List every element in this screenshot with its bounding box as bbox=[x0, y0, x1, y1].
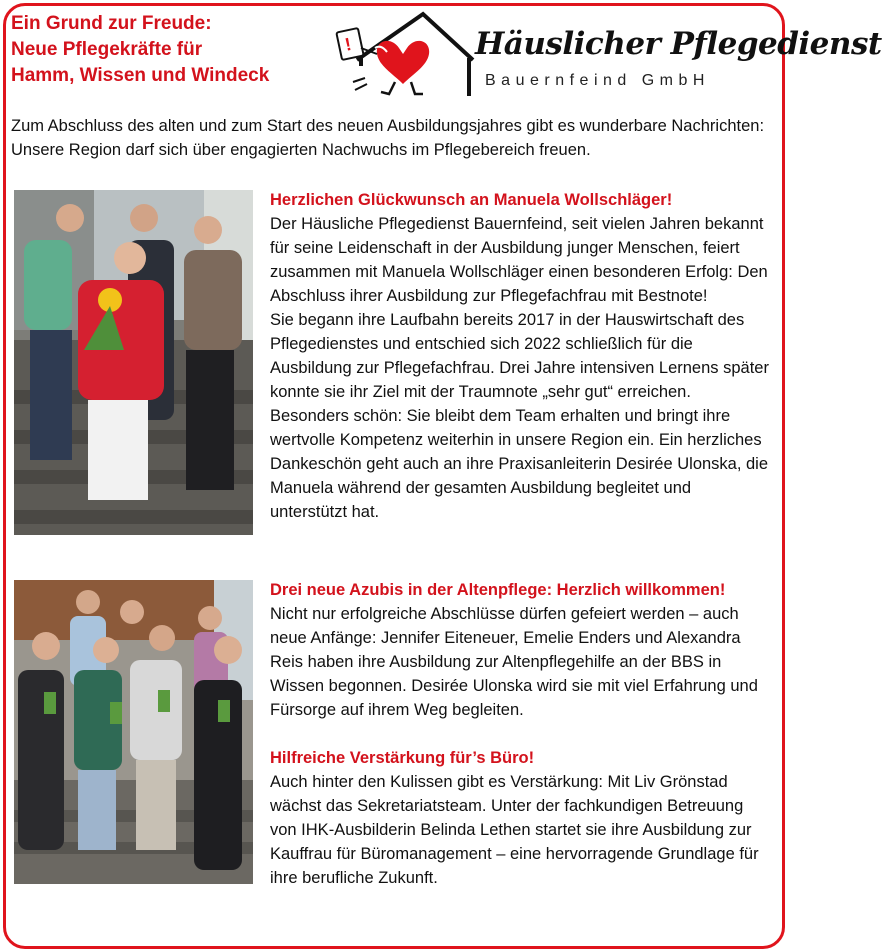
headline-line-3: Hamm, Wissen und Windeck bbox=[11, 65, 270, 86]
headline-line-2: Neue Pflegekräfte für bbox=[11, 39, 203, 60]
logo-subtitle: Bauernfeind GmbH bbox=[485, 72, 710, 89]
logo-title: Häuslicher Pflegedienst bbox=[475, 26, 882, 62]
section-body: Der Häusliche Pflegedienst Bauernfeind, seit vielen Jahren bekannt für seine Leidenschaft in der Ausbildung junger Menschen, feiert zusammen mit Manuela Wollschläger einen besonderen Erfolg: Den Abschluss ihrer Ausbildung zur Pflegefachfrau mit Bestnote! bbox=[270, 215, 768, 305]
section-heading: Hilfreiche Verstärkung für’s Büro! bbox=[270, 749, 535, 767]
section-office bbox=[270, 746, 770, 890]
section-heading: Drei neue Azubis in der Altenpflege: Herzlich willkommen! bbox=[270, 581, 726, 599]
section-new-trainees bbox=[270, 578, 770, 722]
section-body: Nicht nur erfolgreiche Abschlüsse dürfen gefeiert werden – auch neue Anfänge: Jennifer Eiteneuer, Emelie Enders und Alexandra Reis haben ihre Ausbildung zur Altenpflegehilfe an der BBS in Wissen begonnen. Desirée Ulonska wird sie mit viel Erfahrung und Fürsorge auf ihrem Weg begleiten. bbox=[270, 605, 758, 719]
photo-manuela-team bbox=[14, 190, 253, 535]
section-manuela bbox=[270, 188, 770, 524]
section-body: Sie begann ihre Laufbahn bereits 2017 in der Hauswirtschaft des Pflegedienstes und entschied sich 2022 schließlich für die Ausbildung zur Pflegefachfrau. Drei Jahre intensiven Lernens später konnte sie ihr Ziel mit der Traumnote „sehr gut“ erreichen. Besonders schön: Sie bleibt dem Team erhalten und bringt ihre wertvolle Kompetenz weiterhin in unsere Region ein. Ein herzliches Dankeschön geht auch an ihre Praxisanleiterin Desirée Ulonska, die Manuela während der gesamten Ausbildung begleitet und unterstützt hat. bbox=[270, 311, 769, 521]
photo-new-trainees bbox=[14, 580, 253, 884]
headline-line-1: Ein Grund zur Freude: bbox=[11, 13, 212, 34]
company-logo bbox=[335, 8, 882, 100]
intro-paragraph: Zum Abschluss des alten und zum Start des neuen Ausbildungsjahres gibt es wunderbare Nachrichten: Unsere Region darf sich über engagierten Nachwuchs im Pflegebereich freuen. bbox=[11, 117, 765, 159]
headline bbox=[11, 11, 269, 89]
svg-text:!: ! bbox=[343, 34, 354, 55]
house-heart-icon bbox=[335, 8, 475, 100]
section-body: Auch hinter den Kulissen gibt es Verstärkung: Mit Liv Grönstad wächst das Sekretariatsteam. Unter der fachkundigen Betreuung von IHK-Ausbilderin Belinda Lethen startet sie ihre Ausbildung zur Kauffrau für Büromanagement – eine hervorragende Grundlage für ihre berufliche Zukunft. bbox=[270, 773, 759, 887]
section-heading: Herzlichen Glückwunsch an Manuela Wollschläger! bbox=[270, 191, 673, 209]
